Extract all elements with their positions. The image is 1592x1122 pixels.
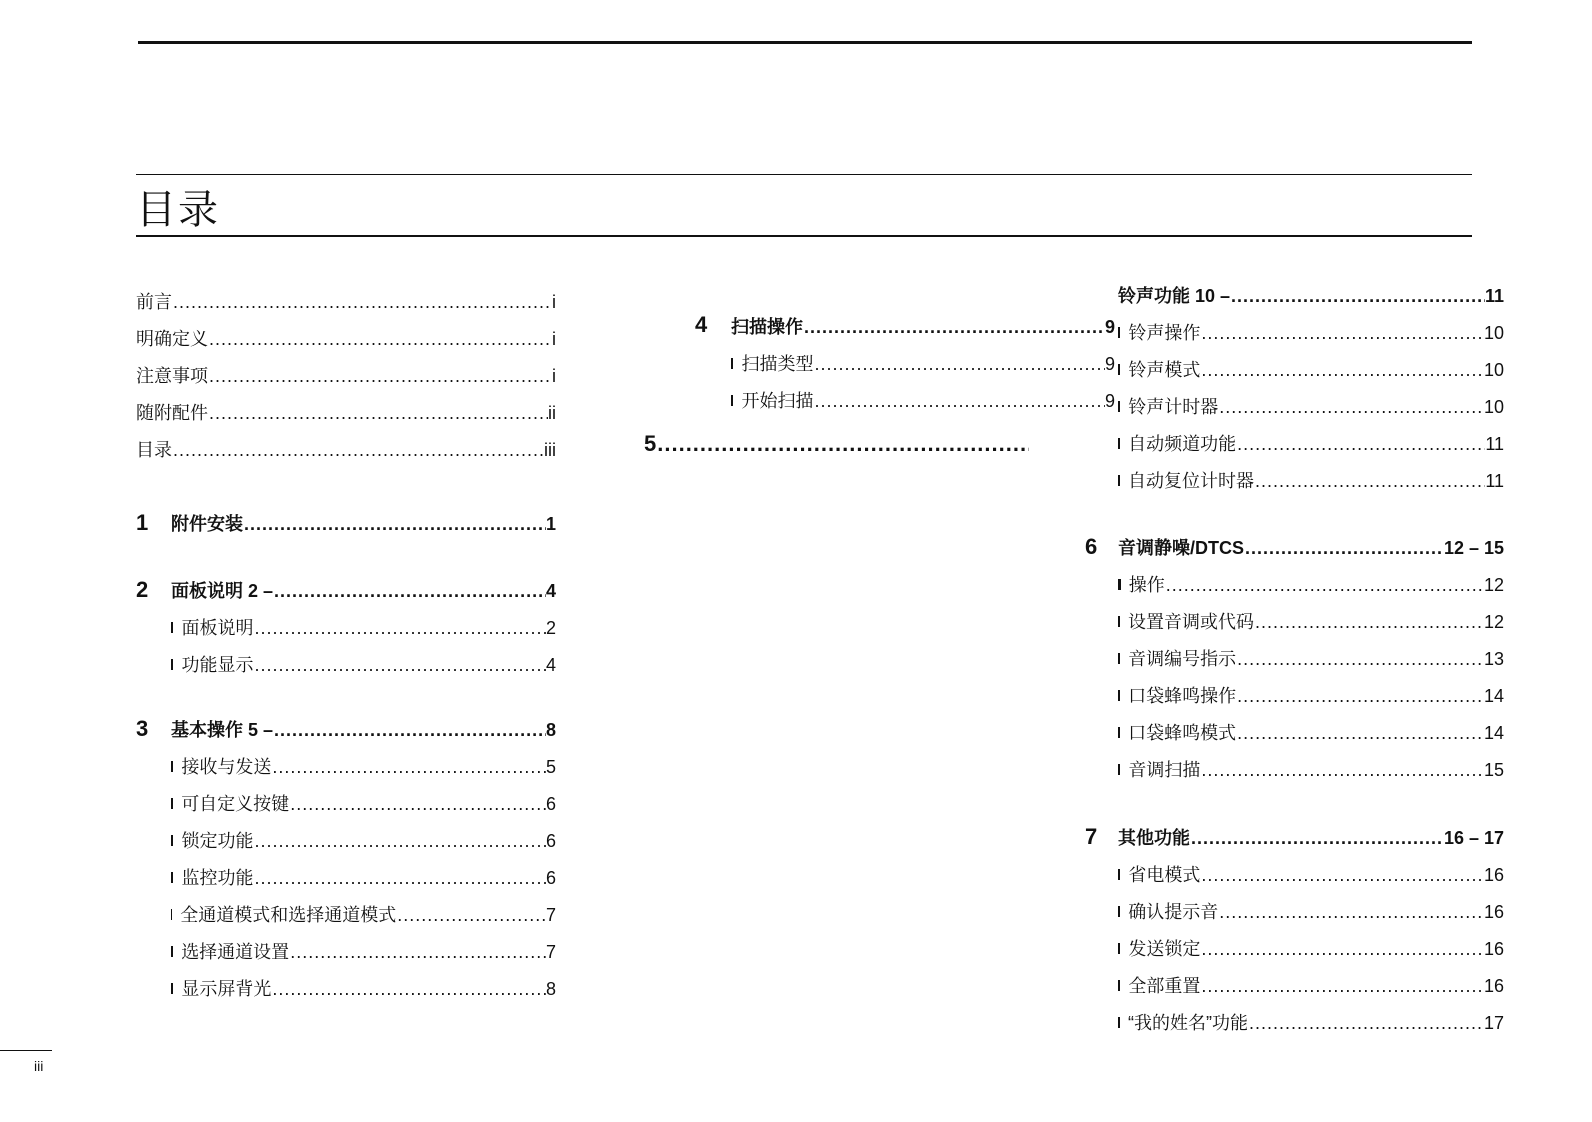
toc-entry-label: 铃声操作 bbox=[1128, 323, 1201, 343]
toc-entry-label: 铃声计时器 bbox=[1128, 397, 1219, 417]
leader-dots bbox=[208, 365, 552, 387]
toc-section[interactable] bbox=[171, 719, 556, 741]
leader-dots bbox=[172, 291, 552, 313]
leader-dots bbox=[1165, 574, 1484, 596]
toc-entry-label: 操作 bbox=[1128, 575, 1165, 595]
toc-entry[interactable] bbox=[1118, 1012, 1504, 1034]
toc-section[interactable] bbox=[171, 580, 556, 602]
toc-entry-label: 自动频道功能 bbox=[1128, 434, 1237, 454]
toc-section[interactable] bbox=[1118, 285, 1504, 307]
toc-entry-label: 发送锁定 bbox=[1128, 939, 1201, 959]
leader-dots bbox=[1236, 433, 1485, 455]
toc-entry-label: 铃声模式 bbox=[1128, 360, 1201, 380]
leader-dots bbox=[208, 328, 552, 350]
toc-entry[interactable] bbox=[136, 365, 556, 387]
toc-entry-label: 口袋蜂鸣模式 bbox=[1128, 723, 1237, 743]
toc-entry-page: 2 bbox=[545, 618, 556, 638]
bullet-square bbox=[1118, 616, 1120, 627]
toc-section-page: 12 – 15 bbox=[1443, 538, 1504, 558]
page-number: iii bbox=[34, 1058, 44, 1074]
bullet-square bbox=[1118, 727, 1120, 738]
section-number: 7 bbox=[1085, 824, 1098, 849]
leader-dots bbox=[273, 580, 546, 602]
toc-entry-page: 8 bbox=[545, 979, 556, 999]
toc-entry-label: 音调扫描 bbox=[1128, 760, 1201, 780]
toc-entry-page: 12 bbox=[1483, 575, 1504, 595]
toc-entry-page: i bbox=[552, 292, 556, 312]
bullet-square bbox=[171, 659, 173, 670]
toc-entry[interactable] bbox=[1118, 722, 1504, 744]
leader-dots bbox=[1244, 537, 1444, 559]
toc-entry-page: 10 bbox=[1483, 323, 1504, 343]
toc-section-page: 16 – 17 bbox=[1443, 828, 1504, 848]
toc-entry-page: 13 bbox=[1483, 649, 1504, 669]
toc-entry-label: 扫描类型 bbox=[741, 354, 814, 374]
bullet-square bbox=[171, 798, 173, 809]
toc-entry[interactable] bbox=[171, 904, 556, 926]
toc-section-page: 1 bbox=[545, 514, 556, 534]
leader-dots bbox=[253, 830, 546, 852]
toc-entry-label: 开始扫描 bbox=[741, 391, 814, 411]
bullet-square bbox=[1118, 943, 1120, 954]
footer-rule bbox=[0, 1050, 52, 1051]
bullet-square bbox=[731, 358, 733, 369]
toc-section-page: 9 bbox=[1104, 317, 1115, 337]
toc-entry[interactable] bbox=[171, 756, 556, 778]
toc-entry-label: 全通道模式和选择通道模式 bbox=[180, 905, 397, 925]
toc-entry[interactable] bbox=[171, 867, 556, 889]
leader-dots bbox=[1200, 864, 1484, 886]
toc-entry-label: 全部重置 bbox=[1128, 976, 1201, 996]
bullet-square bbox=[171, 946, 173, 957]
toc-entry-label: 自动复位计时器 bbox=[1127, 471, 1254, 491]
section-number: 2 bbox=[136, 577, 149, 602]
leader-dots bbox=[1254, 470, 1485, 492]
toc-entry-page: 14 bbox=[1483, 723, 1504, 743]
toc-entry-label: 锁定功能 bbox=[181, 831, 254, 851]
leader-dots bbox=[1218, 901, 1484, 923]
leader-dots bbox=[273, 719, 546, 741]
toc-entry-page: 17 bbox=[1483, 1013, 1504, 1033]
toc-entry[interactable] bbox=[171, 793, 556, 815]
leader-dots bbox=[271, 756, 546, 778]
bullet-square bbox=[171, 983, 173, 994]
leader-dots bbox=[1200, 759, 1484, 781]
toc-entry[interactable] bbox=[1118, 433, 1504, 455]
bullet-square bbox=[1118, 438, 1120, 449]
bullet-square bbox=[1118, 653, 1120, 664]
section-number: 5 bbox=[644, 431, 657, 456]
leader-dots bbox=[243, 513, 546, 535]
toc-entry-page: 6 bbox=[545, 868, 556, 888]
toc-entry-label: 选择通道设置 bbox=[181, 942, 290, 962]
toc-entry-page: 9 bbox=[1104, 354, 1115, 374]
leader-dots bbox=[1236, 685, 1484, 707]
toc-section[interactable] bbox=[644, 432, 1029, 456]
toc-entry[interactable] bbox=[1118, 359, 1504, 381]
toc-entry-label: 面板说明 bbox=[181, 618, 254, 638]
bullet-square bbox=[1118, 906, 1120, 917]
leader-dots bbox=[289, 793, 546, 815]
toc-entry[interactable] bbox=[1118, 396, 1504, 418]
toc-entry-label: 口袋蜂鸣操作 bbox=[1128, 686, 1237, 706]
leader-dots bbox=[289, 941, 546, 963]
toc-section[interactable] bbox=[731, 316, 1115, 338]
leader-dots bbox=[1254, 611, 1484, 633]
toc-entry[interactable] bbox=[1118, 574, 1504, 596]
toc-entry-page: 16 bbox=[1483, 976, 1504, 996]
leader-dots bbox=[813, 353, 1105, 375]
toc-entry-page: 16 bbox=[1483, 902, 1504, 922]
toc-entry[interactable] bbox=[1118, 901, 1504, 923]
toc-section-label: 扫描操作 bbox=[731, 317, 803, 337]
toc-entry-page: 14 bbox=[1483, 686, 1504, 706]
leader-dots bbox=[253, 654, 546, 676]
leader-dots bbox=[1190, 827, 1444, 849]
section-number: 4 bbox=[695, 312, 708, 337]
toc-entry-page: 7 bbox=[545, 905, 556, 925]
toc-entry-label: 接收与发送 bbox=[181, 757, 272, 777]
toc-section-label: 面板说明 2 – bbox=[171, 581, 274, 601]
leader-dots bbox=[1218, 396, 1484, 418]
toc-entry[interactable] bbox=[171, 830, 556, 852]
title-bottom-rule bbox=[136, 235, 1472, 237]
toc-section-page: 8 bbox=[545, 720, 556, 740]
toc-entry-label: 监控功能 bbox=[181, 868, 254, 888]
toc-entry-label: 注意事项 bbox=[136, 366, 208, 386]
toc-entry-label: 随附配件 bbox=[136, 403, 208, 423]
toc-entry[interactable] bbox=[1118, 322, 1504, 344]
bullet-square bbox=[1118, 869, 1120, 880]
toc-entry-label: 可自定义按键 bbox=[181, 794, 290, 814]
leader-dots bbox=[1200, 322, 1484, 344]
toc-entry[interactable] bbox=[1118, 648, 1504, 670]
bullet-square bbox=[1118, 579, 1121, 590]
toc-section-label: 基本操作 5 – bbox=[171, 720, 274, 740]
toc-entry-label: 省电模式 bbox=[1128, 865, 1201, 885]
toc-entry[interactable] bbox=[1118, 938, 1504, 960]
toc-entry-page: 11 bbox=[1485, 434, 1504, 454]
toc-entry-page: 6 bbox=[545, 794, 556, 814]
toc-entry-label: 音调编号指示 bbox=[1128, 649, 1237, 669]
bullet-square bbox=[1118, 327, 1120, 338]
leader-dots bbox=[396, 904, 546, 926]
bullet-square bbox=[731, 395, 733, 406]
toc-entry-page: 10 bbox=[1483, 397, 1504, 417]
toc-section[interactable] bbox=[1118, 537, 1504, 559]
toc-entry[interactable] bbox=[731, 390, 1115, 412]
bullet-square bbox=[1118, 1017, 1120, 1028]
leader-dots bbox=[253, 617, 546, 639]
leader-dots bbox=[1248, 1012, 1484, 1034]
leader-dots bbox=[1200, 359, 1484, 381]
leader-dots bbox=[656, 432, 1029, 456]
bullet-square bbox=[1118, 764, 1120, 775]
toc-entry-label: 确认提示音 bbox=[1128, 902, 1219, 922]
toc-entry-page: 16 bbox=[1483, 939, 1504, 959]
section-number: 6 bbox=[1085, 534, 1098, 559]
leader-dots bbox=[1200, 975, 1484, 997]
toc-entry[interactable] bbox=[171, 654, 556, 676]
toc-entry-page: ii bbox=[548, 403, 556, 423]
leader-dots bbox=[813, 390, 1105, 412]
toc-entry[interactable] bbox=[136, 328, 556, 350]
page-title: 目录 bbox=[136, 188, 220, 232]
bullet-square bbox=[1118, 475, 1120, 486]
bullet-square bbox=[171, 835, 173, 846]
bullet-square bbox=[171, 761, 173, 772]
bullet-square bbox=[1118, 980, 1120, 991]
toc-entry[interactable] bbox=[1118, 864, 1504, 886]
leader-dots bbox=[1236, 648, 1484, 670]
toc-entry-page: 10 bbox=[1483, 360, 1504, 380]
toc-entry-page: 12 bbox=[1483, 612, 1504, 632]
toc-entry-label: 明确定义 bbox=[136, 329, 208, 349]
toc-section-label: 铃声功能 10 – bbox=[1118, 286, 1231, 306]
leader-dots bbox=[208, 402, 548, 424]
toc-entry[interactable] bbox=[136, 402, 556, 424]
toc-entry[interactable] bbox=[1118, 611, 1504, 633]
leader-dots bbox=[803, 316, 1105, 338]
toc-entry-page: i bbox=[552, 329, 556, 349]
toc-entry[interactable] bbox=[171, 617, 556, 639]
bullet-square bbox=[171, 872, 173, 883]
toc-entry[interactable] bbox=[1118, 759, 1504, 781]
section-number: 1 bbox=[136, 510, 149, 535]
leader-dots bbox=[271, 978, 546, 1000]
toc-entry-page: 16 bbox=[1483, 865, 1504, 885]
toc-entry[interactable] bbox=[136, 439, 556, 461]
top-rule bbox=[138, 41, 1472, 44]
toc-entry-page: 11 bbox=[1485, 471, 1504, 491]
toc-entry-page: 5 bbox=[545, 757, 556, 777]
toc-entry-page: i bbox=[552, 366, 556, 386]
toc-entry-label: 设置音调或代码 bbox=[1127, 612, 1254, 632]
toc-entry-label: 目录 bbox=[136, 440, 172, 460]
bullet-square bbox=[171, 909, 172, 920]
toc-entry-page: 6 bbox=[545, 831, 556, 851]
toc-entry[interactable] bbox=[1118, 685, 1504, 707]
toc-entry-page: iii bbox=[544, 440, 556, 460]
toc-entry-page: 9 bbox=[1104, 391, 1115, 411]
bullet-square bbox=[1118, 364, 1120, 375]
toc-entry[interactable] bbox=[1118, 975, 1504, 997]
leader-dots bbox=[1200, 938, 1484, 960]
leader-dots bbox=[172, 439, 544, 461]
toc-entry[interactable] bbox=[731, 353, 1115, 375]
toc-entry-label: 显示屏背光 bbox=[181, 979, 272, 999]
section-number: 3 bbox=[136, 716, 149, 741]
toc-entry-page: 7 bbox=[545, 942, 556, 962]
bullet-square bbox=[171, 622, 173, 633]
toc-entry[interactable] bbox=[171, 978, 556, 1000]
leader-dots bbox=[1236, 722, 1484, 744]
toc-entry-label: 功能显示 bbox=[181, 655, 254, 675]
toc-entry[interactable] bbox=[1118, 470, 1504, 492]
toc-section-label: 其他功能 bbox=[1118, 828, 1190, 848]
toc-entry-page: 15 bbox=[1483, 760, 1504, 780]
bullet-square bbox=[1118, 690, 1120, 701]
toc-section[interactable] bbox=[1118, 827, 1504, 849]
leader-dots bbox=[1230, 285, 1485, 307]
toc-entry[interactable] bbox=[171, 941, 556, 963]
leader-dots bbox=[253, 867, 546, 889]
title-top-rule bbox=[136, 174, 1472, 175]
toc-section-page: 11 bbox=[1484, 286, 1504, 306]
toc-entry[interactable] bbox=[136, 291, 556, 313]
toc-section-label: 附件安装 bbox=[171, 514, 243, 534]
toc-section-label: 音调静噪/DTCS bbox=[1118, 538, 1244, 558]
toc-entry-label: “我的姓名”功能 bbox=[1128, 1013, 1248, 1033]
toc-section-page: 4 bbox=[545, 581, 556, 601]
toc-section[interactable] bbox=[171, 513, 556, 535]
toc-entry-label: 前言 bbox=[136, 292, 172, 312]
toc-entry-page: 4 bbox=[545, 655, 556, 675]
bullet-square bbox=[1118, 401, 1120, 412]
